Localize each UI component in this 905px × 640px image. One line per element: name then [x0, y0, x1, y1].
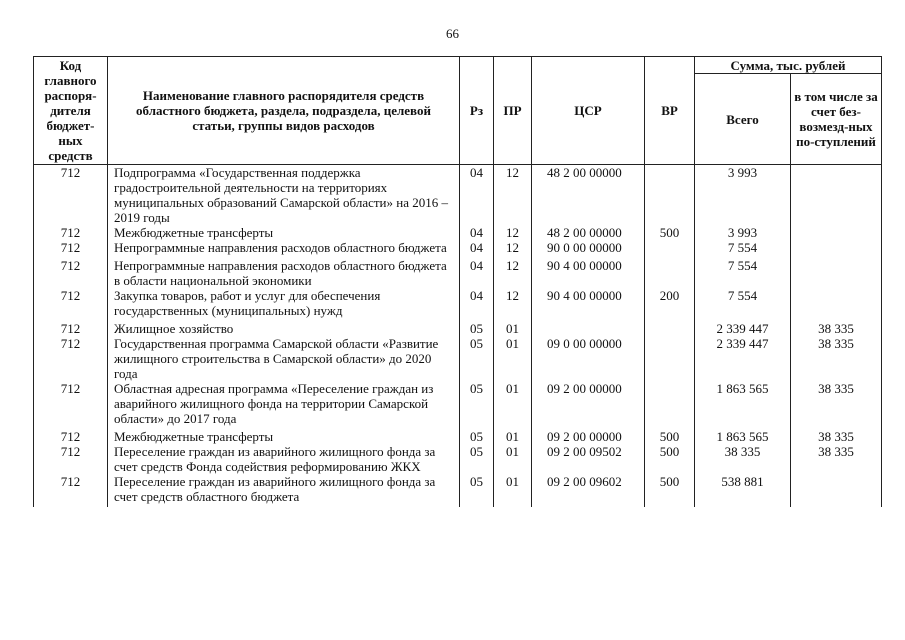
- cell-csr: 48 2 00 00000: [532, 165, 645, 226]
- cell-incl: [791, 258, 882, 288]
- cell-name: Непрограммные направления расходов областного бюджета в области национальной экономики: [108, 258, 460, 288]
- budget-table: [33, 56, 882, 507]
- cell-pr: 01: [494, 321, 532, 336]
- cell-code: 712: [34, 288, 108, 321]
- cell-rz: 05: [460, 336, 494, 381]
- cell-code: 712: [34, 429, 108, 444]
- cell-pr: 12: [494, 240, 532, 258]
- cell-pr: 01: [494, 474, 532, 507]
- cell-name: Межбюджетные трансферты: [108, 429, 460, 444]
- cell-incl: [791, 474, 882, 507]
- cell-total: 7 554: [695, 258, 791, 288]
- cell-total: 1 863 565: [695, 381, 791, 429]
- cell-vr: 500: [645, 225, 695, 240]
- table-row: [34, 381, 882, 429]
- cell-pr: 12: [494, 258, 532, 288]
- cell-total: 3 993: [695, 165, 791, 226]
- header-pr: ПР: [494, 57, 532, 165]
- cell-csr: 09 2 00 00000: [532, 381, 645, 429]
- cell-csr: 48 2 00 00000: [532, 225, 645, 240]
- cell-code: 712: [34, 336, 108, 381]
- cell-name: Переселение граждан из аварийного жилищного фонда за счет средств областного бюджета: [108, 474, 460, 507]
- table-row: [34, 321, 882, 336]
- cell-csr: [532, 321, 645, 336]
- cell-incl: [791, 240, 882, 258]
- cell-code: 712: [34, 321, 108, 336]
- cell-rz: 04: [460, 165, 494, 226]
- header-vr: ВР: [645, 57, 695, 165]
- cell-rz: 04: [460, 258, 494, 288]
- cell-vr: [645, 381, 695, 429]
- cell-name: Непрограммные направления расходов областного бюджета: [108, 240, 460, 258]
- cell-total: 3 993: [695, 225, 791, 240]
- cell-rz: 05: [460, 444, 494, 474]
- cell-vr: [645, 336, 695, 381]
- cell-code: 712: [34, 258, 108, 288]
- table-row: [34, 474, 882, 507]
- cell-rz: 05: [460, 429, 494, 444]
- table-row: [34, 444, 882, 474]
- header-sum-group: Сумма, тыс. рублей: [695, 57, 882, 74]
- cell-vr: 500: [645, 429, 695, 444]
- cell-code: 712: [34, 240, 108, 258]
- cell-name: Подпрограмма «Государственная поддержка градостроительной деятельности на территориях муниципальных образований Самарской области» на 2016 – 2019 годы: [108, 165, 460, 226]
- cell-rz: 05: [460, 474, 494, 507]
- cell-incl: [791, 165, 882, 226]
- cell-csr: 09 2 00 09502: [532, 444, 645, 474]
- cell-pr: 12: [494, 225, 532, 240]
- header-csr: ЦСР: [532, 57, 645, 165]
- cell-total: 1 863 565: [695, 429, 791, 444]
- cell-incl: 38 335: [791, 381, 882, 429]
- cell-csr: 09 2 00 00000: [532, 429, 645, 444]
- cell-code: 712: [34, 165, 108, 226]
- cell-incl: 38 335: [791, 429, 882, 444]
- cell-name: Областная адресная программа «Переселение граждан из аварийного жилищного фонда на территории Самарской области» до 2017 года: [108, 381, 460, 429]
- cell-code: 712: [34, 381, 108, 429]
- cell-vr: [645, 321, 695, 336]
- cell-name: Межбюджетные трансферты: [108, 225, 460, 240]
- cell-pr: 01: [494, 381, 532, 429]
- cell-name: Государственная программа Самарской области «Развитие жилищного строительства в Самарской области» до 2020 года: [108, 336, 460, 381]
- cell-vr: [645, 258, 695, 288]
- cell-pr: 12: [494, 288, 532, 321]
- cell-vr: [645, 165, 695, 226]
- cell-rz: 04: [460, 240, 494, 258]
- cell-total: 7 554: [695, 240, 791, 258]
- cell-rz: 05: [460, 321, 494, 336]
- table-header: [34, 57, 882, 165]
- cell-incl: 38 335: [791, 336, 882, 381]
- cell-pr: 01: [494, 336, 532, 381]
- cell-name: Закупка товаров, работ и услуг для обеспечения государственных (муниципальных) нужд: [108, 288, 460, 321]
- cell-name: Жилищное хозяйство: [108, 321, 460, 336]
- table-row: [34, 336, 882, 381]
- cell-incl: [791, 288, 882, 321]
- cell-csr: 90 0 00 00000: [532, 240, 645, 258]
- cell-pr: 01: [494, 444, 532, 474]
- cell-csr: 90 4 00 00000: [532, 288, 645, 321]
- cell-code: 712: [34, 444, 108, 474]
- cell-rz: 04: [460, 225, 494, 240]
- header-name: Наименование главного распорядителя средств областного бюджета, раздела, подраздела, целевой статьи, группы видов расходов: [108, 57, 460, 165]
- cell-total: 538 881: [695, 474, 791, 507]
- table-row: [34, 258, 882, 288]
- header-total: Всего: [695, 74, 791, 165]
- cell-rz: 05: [460, 381, 494, 429]
- header-incl: в том числе за счет без-возмезд-ных по-ступлений: [791, 74, 882, 165]
- table-row: [34, 240, 882, 258]
- cell-csr: 90 4 00 00000: [532, 258, 645, 288]
- cell-total: 2 339 447: [695, 336, 791, 381]
- table-row: [34, 288, 882, 321]
- cell-incl: [791, 225, 882, 240]
- cell-vr: 500: [645, 444, 695, 474]
- cell-pr: 01: [494, 429, 532, 444]
- table-row: [34, 225, 882, 240]
- cell-incl: 38 335: [791, 444, 882, 474]
- table-row: [34, 429, 882, 444]
- cell-total: 38 335: [695, 444, 791, 474]
- header-rz: Рз: [460, 57, 494, 165]
- cell-name: Переселение граждан из аварийного жилищного фонда за счет средств Фонда содействия реформированию ЖКХ: [108, 444, 460, 474]
- header-code: Код главного распоря-дителя бюджет-ных средств: [34, 57, 108, 165]
- cell-pr: 12: [494, 165, 532, 226]
- cell-total: 2 339 447: [695, 321, 791, 336]
- cell-rz: 04: [460, 288, 494, 321]
- cell-code: 712: [34, 474, 108, 507]
- page-number: 66: [446, 26, 459, 41]
- cell-incl: 38 335: [791, 321, 882, 336]
- cell-vr: 200: [645, 288, 695, 321]
- cell-vr: 500: [645, 474, 695, 507]
- table-body: [34, 165, 882, 508]
- cell-total: 7 554: [695, 288, 791, 321]
- cell-code: 712: [34, 225, 108, 240]
- cell-csr: 09 0 00 00000: [532, 336, 645, 381]
- table-row: [34, 165, 882, 226]
- cell-vr: [645, 240, 695, 258]
- cell-csr: 09 2 00 09602: [532, 474, 645, 507]
